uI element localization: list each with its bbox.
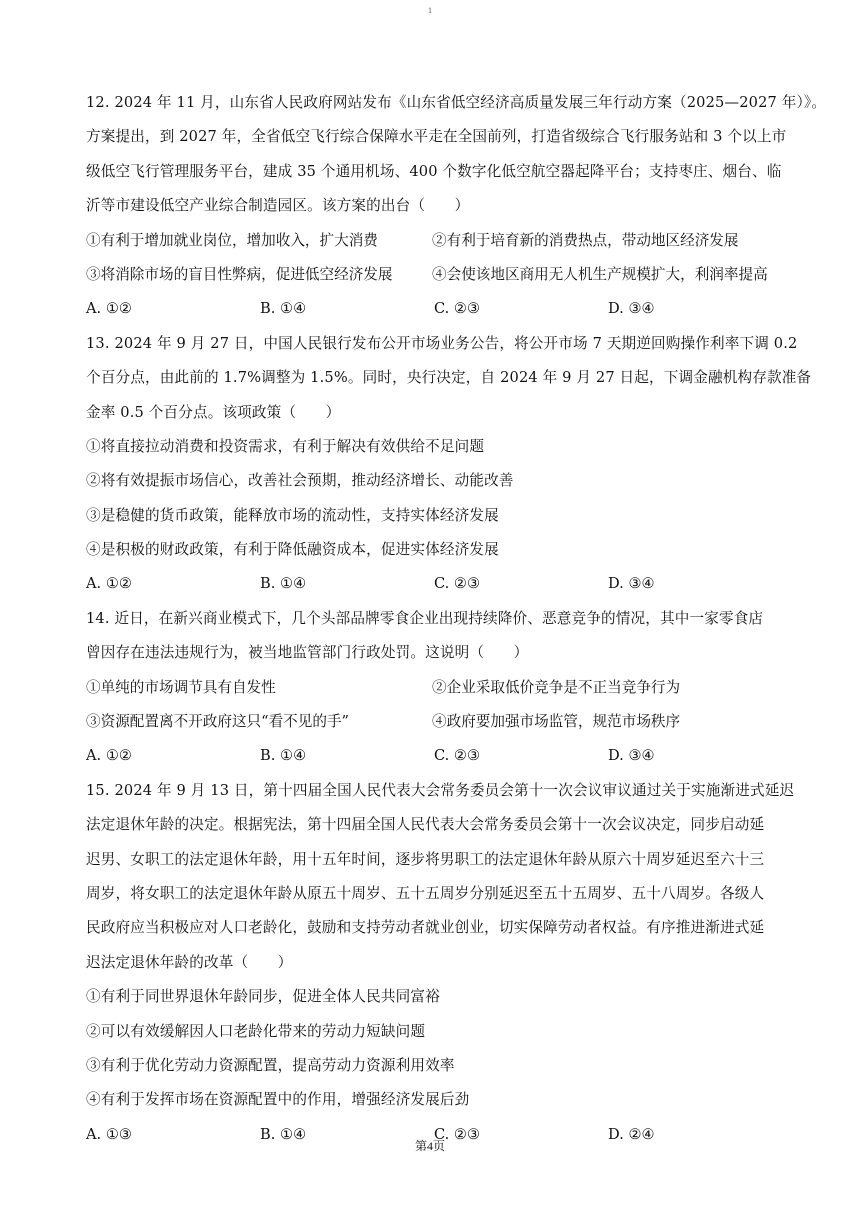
option-4: ④会使该地区商用无人机生产规模扩大，利润率提高 <box>432 265 768 283</box>
answer-choice-b: B. ①④ <box>260 575 307 593</box>
answer-choice-c: C. ②③ <box>434 575 481 593</box>
answer-choice-c: C. ②③ <box>434 300 481 318</box>
question-stem-line: 曾因存在违法违规行为，被当地监管部门行政处罚。这说明（ ） <box>86 644 529 662</box>
exam-page-content <box>86 86 827 1152</box>
answer-choice-a: A. ①③ <box>86 1125 132 1143</box>
question-12 <box>86 86 827 327</box>
answer-choice-d: D. ③④ <box>608 300 655 318</box>
option-3: ③将消除市场的盲目性弊病，促进低空经济发展 <box>86 265 393 283</box>
answer-choice-a: A. ①② <box>86 575 132 593</box>
answer-choice-a: A. ①② <box>86 747 132 765</box>
answer-choice-b: B. ①④ <box>260 747 307 765</box>
question-stem-line: 方案提出，到 2027 年，全省低空飞行综合保障水平走在全国前列，打造省级综合飞行服务站和 3 个以上市 <box>86 128 787 146</box>
option-2: ②可以有效缓解因人口老龄化带来的劳动力短缺问题 <box>86 1022 426 1040</box>
page-top-mark: 1 <box>428 6 432 15</box>
question-14 <box>86 602 786 774</box>
option-1: ①有利于增加就业岗位，增加收入，扩大消费 <box>86 231 378 249</box>
answer-choice-d: D. ③④ <box>608 747 655 765</box>
question-stem-line: 沂等市建设低空产业综合制造园区。该方案的出台（ ） <box>86 197 470 215</box>
answer-choice-c: C. ②③ <box>434 1125 481 1143</box>
option-4: ④政府要加强市场监管，规范市场秩序 <box>432 713 681 731</box>
answer-choice-d: D. ②④ <box>608 1125 655 1143</box>
question-stem-line: 迟法定退休年龄的改革（ ） <box>86 953 293 971</box>
option-row <box>86 705 786 739</box>
question-stem-line: 14. 近日，在新兴商业模式下，几个头部品牌零食企业出现持续降价、恶意竞争的情况，其中一家零食店 <box>86 609 764 627</box>
option-4: ④是积极的财政政策，有利于降低融资成本，促进实体经济发展 <box>86 541 499 559</box>
answer-choices <box>86 567 786 601</box>
answer-choice-d: D. ③④ <box>608 575 655 593</box>
question-stem-line: 15. 2024 年 9 月 13 日，第十四届全国人民代表大会常务委员会第十一次会议审议通过关于实施渐进式延迟 <box>86 781 795 799</box>
option-2: ②企业采取低价竞争是不正当竞争行为 <box>432 678 681 696</box>
option-1: ①单纯的市场调节具有自发性 <box>86 678 276 696</box>
answer-choice-b: B. ①④ <box>260 300 307 318</box>
answer-choice-c: C. ②③ <box>434 747 481 765</box>
option-1: ①有利于同世界退休年龄同步，促进全体人民共同富裕 <box>86 988 440 1006</box>
answer-choice-a: A. ①② <box>86 300 132 318</box>
question-stem-line: 12. 2024 年 11 月，山东省人民政府网站发布《山东省低空经济高质量发展三年行动方案（2025—2027 年）》。 <box>86 94 827 111</box>
question-stem-line: 迟男、女职工的法定退休年龄，用十五年时间，逐步将男职工的法定退休年龄从原六十周岁延迟至六十三 <box>86 850 765 868</box>
question-stem-line: 法定退休年龄的决定。根据宪法，第十四届全国人民代表大会常务委员会第十一次会议决定，同步启动延 <box>86 816 765 834</box>
option-2: ②有利于培育新的消费热点，带动地区经济发展 <box>432 231 739 249</box>
question-13 <box>86 327 812 602</box>
option-3: ③有利于优化劳动力资源配置，提高劳动力资源利用效率 <box>86 1056 455 1074</box>
option-1: ①将直接拉动消费和投资需求，有利于解决有效供给不足问题 <box>86 437 485 455</box>
answer-choice-b: B. ①④ <box>260 1125 307 1143</box>
option-row <box>86 258 786 292</box>
question-stem-line: 13. 2024 年 9 月 27 日，中国人民银行发布公开市场业务公告，将公开市场 7 天期逆回购操作利率下调 0.2 <box>86 334 798 352</box>
option-row <box>86 671 786 705</box>
question-15 <box>86 774 795 1152</box>
answer-choices <box>86 739 786 773</box>
page-number: 第4页 <box>414 1139 445 1153</box>
option-row <box>86 224 786 258</box>
answer-choices <box>86 292 786 326</box>
question-stem-line: 级低空飞行管理服务平台，建成 35 个通用机场、400 个数字化低空航空器起降平台；支持枣庄、烟台、临 <box>86 162 782 180</box>
option-2: ②将有效提振市场信心，改善社会预期，推动经济增长、动能改善 <box>86 472 514 490</box>
question-stem-line: 金率 0.5 个百分点。该项政策（ ） <box>86 403 341 421</box>
question-stem-line: 民政府应当积极应对人口老龄化，鼓励和支持劳动者就业创业，切实保障劳动者权益。有序推进渐进式延 <box>86 919 765 937</box>
option-3: ③资源配置离不开政府这只“看不见的手” <box>86 713 350 731</box>
question-stem-line: 个百分点，由此前的 1.7%调整为 1.5%。同时，央行决定，自 2024 年 9 月 27 日起，下调金融机构存款准备 <box>86 369 812 387</box>
question-stem-line: 周岁，将女职工的法定退休年龄从原五十周岁、五十五周岁分别延迟至五十五周岁、五十八周岁。各级人 <box>86 884 765 902</box>
option-4: ④有利于发挥市场在资源配置中的作用，增强经济发展后劲 <box>86 1091 470 1109</box>
option-3: ③是稳健的货币政策，能释放市场的流动性，支持实体经济发展 <box>86 506 499 524</box>
